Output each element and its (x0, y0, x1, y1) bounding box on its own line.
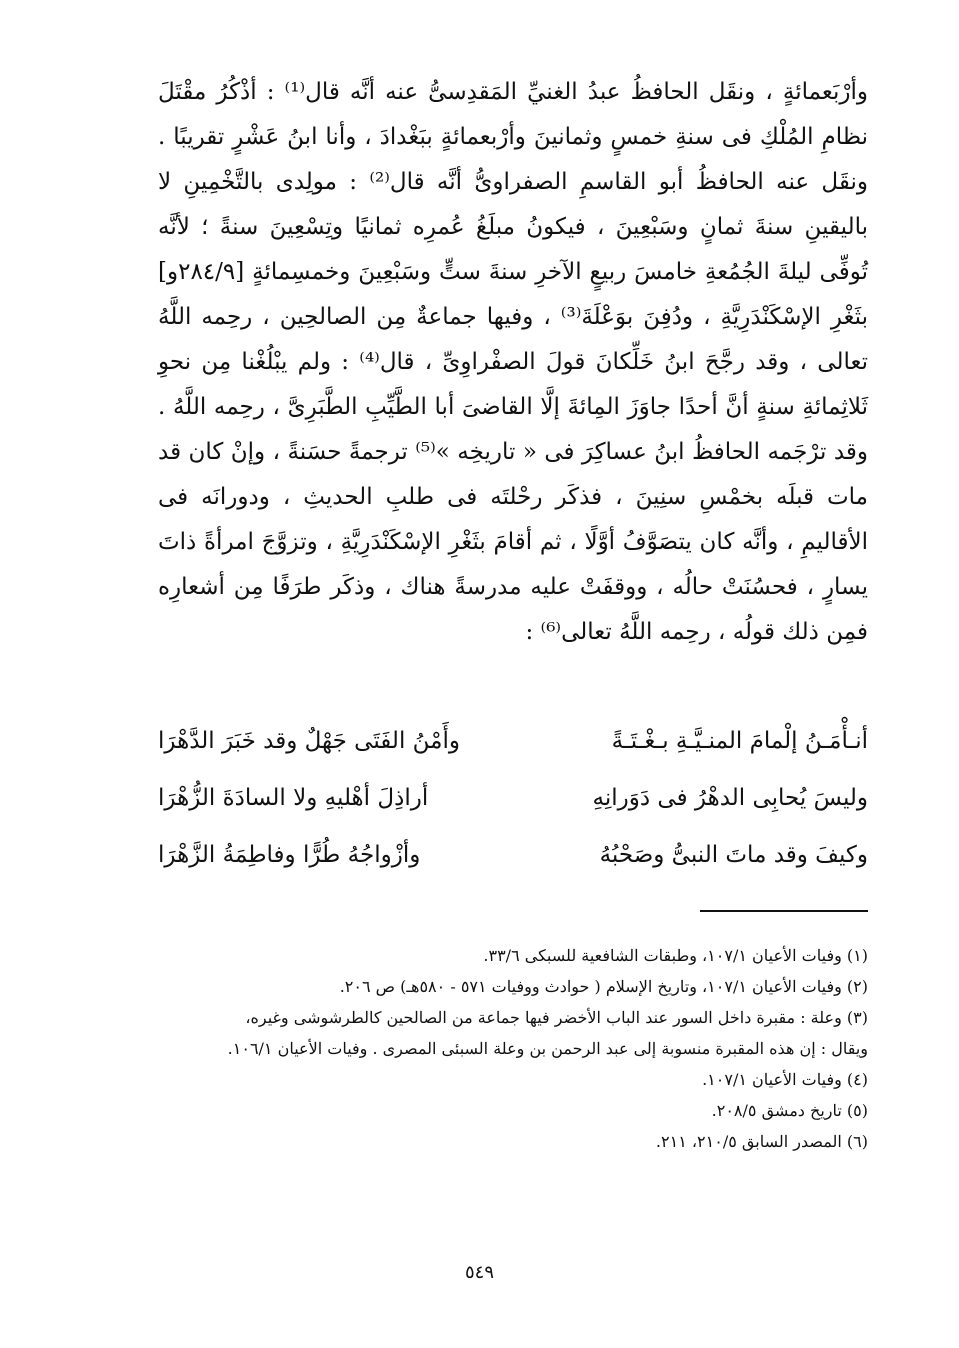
footnote: (٤) وفيات الأعيان ١٠٧/١. (702, 1070, 868, 1089)
verse-second-hemistich: أراذِلَ أهْليهِ ولا السادَةَ الزُّهْرَا (158, 784, 429, 811)
verse-second-hemistich: وأَمْنُ الفَتَى جَهْلٌ وقد خَبَرَ الدَّهْرَا (158, 727, 460, 754)
page-number: ٥٤٩ (464, 1262, 494, 1283)
verse-first-hemistich: وكيفَ وقد ماتَ النبىُّ وصَحْبُهُ (599, 841, 868, 868)
poem-verse (158, 712, 868, 769)
footnotes-block (158, 940, 868, 1157)
poem-verse (158, 769, 868, 826)
footnote-separator (700, 910, 868, 912)
verse-first-hemistich: وليسَ يُحابِى الدهْرُ فى دَوَرانِهِ (592, 784, 868, 811)
footnote: (٦) المصدر السابق ٢١٠/٥، ٢١١. (655, 1132, 868, 1151)
footnote: (٥) تاريخ دمشق ٢٠٨/٥. (711, 1101, 868, 1120)
verse-first-hemistich: أنـأْمَـنُ إلْمامَ المنـيَّـةِ بـغْـتَـةً (611, 727, 868, 754)
body-paragraph: وأرْبَعمائةٍ ، ونقَل الحافظُ عبدُ الغنيِّ المَقدِسىُّ عنه أنَّه قال⁽¹⁾ : أذْكُرُ مقْتَلَ نظامِ المُلْكِ فى سنةِ خمسٍ وثمانينَ وأرْبعمائةٍ ببَغْدادَ ، وأنا ابنُ عَشْرٍ تقريبًا . ونقَل عنه الحافظُ أبو القاسمِ الصفراوىُّ أنَّه قال⁽²⁾ : مولِدى بالتَّخْمِينِ لا باليقينِ سنةَ ثمانٍ وسَبْعِينَ ، فيكونُ مبلَغُ عُمرِه ثمانيًا وتِسْعِينَ سنةً ؛ لأنَّه تُوفِّى ليلةَ الجُمُعةِ خامسَ ربيعٍ الآخرِ سنةَ ستٍّ وسَبْعِينَ وخمسِمائةٍ [٢٨٤/٩و] بثَغْرِ الإسْكَنْدَرِيَّةِ ، ودُفِنَ بوَعْلَةَ⁽³⁾ ، وفيها جماعةٌ مِن الصالحِين ، رحِمه اللَّهُ تعالى ، وقد رجَّحَ ابنُ خَلِّكانَ قولَ الصفْراوِىِّ ، قال⁽⁴⁾ : ولم يبْلُغْنا مِن نحوِ ثَلاثِمائةِ سنةٍ أنَّ أحدًا جاوَزَ المِائةَ إلَّا القاضىَ أبا الطَّيِّبِ الطَّبَرِىَّ ، رحِمه اللَّهُ . وقد ترْجَمه الحافظُ ابنُ عساكِرَ فى « تاريخِه »⁽⁵⁾ ترجمةً حسَنةً ، وإنْ كان قد مات قبلَه بخمْسِ سنِينَ ، فذكَر رحْلتَه فى طلبِ الحديثِ ، ودورانَه فى الأقاليمِ ، وأنَّه كان يتصَوَّفُ أوَّلًا ، ثم أقامَ بثَغْرِ الإسْكَنْدَرِيَّةِ ، وتزوَّجَ امرأةً ذاتَ يسارٍ ، فحسُنَتْ حالُه ، ووقفَتْ عليه مدرسةً هناك ، وذكَر طرَفًا مِن أشعارِه فمِن ذلك قولُه ، رحِمه اللَّهُ تعالى⁽⁶⁾ : (158, 79, 869, 645)
footnote: (١) وفيات الأعيان ١٠٧/١، وطبقات الشافعية للسبكى ٣٣/٦. (483, 946, 868, 965)
poem-block (158, 712, 868, 883)
footnote-continuation: ويقال : إن هذه المقبرة منسوبة إلى عبد الرحمن بن وعلة السبئى المصرى . وفيات الأعيان ١٠٦/١. (227, 1039, 868, 1058)
footnote: (٢) وفيات الأعيان ١٠٧/١، وتاريخ الإسلام ( حوادث ووفيات ٥٧١ - ٥٨٠هـ) ص ٢٠٦. (339, 977, 868, 996)
verse-second-hemistich: وأزْواجُهُ طُرًّا وفاطِمَةُ الزَّهْرَا (158, 841, 421, 868)
poem-verse (158, 826, 868, 883)
footnote: (٣) وعلة : مقبرة داخل السور عند الباب الأخضر فيها جماعة من الصالحين كالطرشوشى وغيره، (245, 1008, 868, 1027)
main-text-block (158, 70, 868, 655)
